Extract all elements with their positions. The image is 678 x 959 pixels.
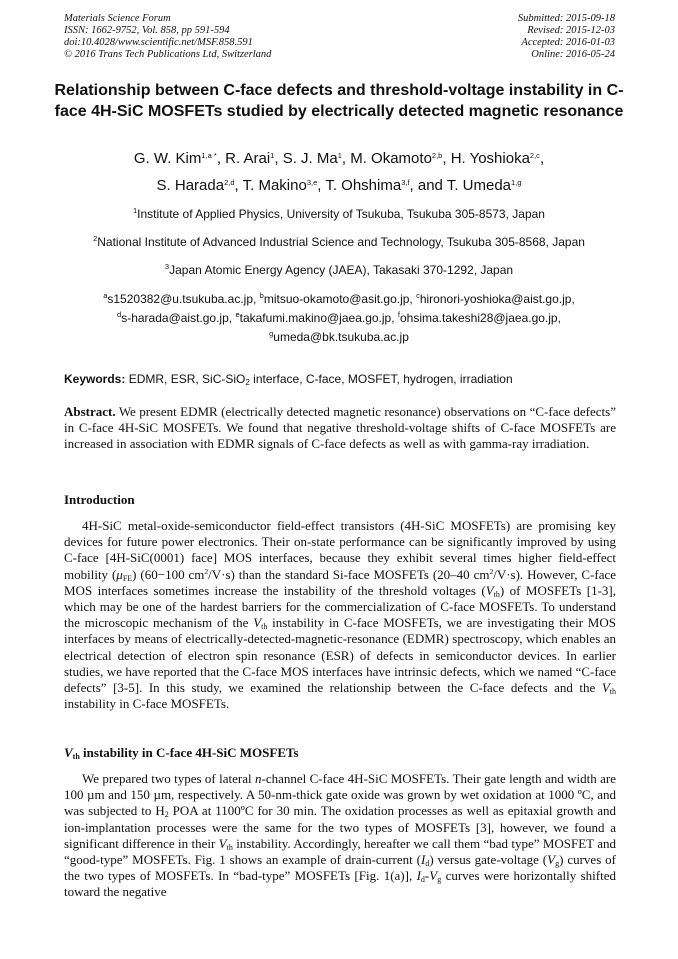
author-affil-sup: 1,a *	[201, 151, 217, 160]
text-run: instability. Accordingly, hereafter we call them “bad type” MOSFET and “good-type” MOSFETs. Fig. 1 shows an example of drain-current (	[64, 835, 617, 868]
keywords-label: Keywords:	[64, 372, 126, 386]
journal-doi: doi:10.4028/www.scientific.net/MSF.858.591	[64, 37, 253, 48]
text-run: We prepared two types of lateral	[82, 771, 255, 786]
symbol-mu: μ	[116, 566, 123, 582]
author-affil-sup: 2,c	[529, 151, 540, 160]
section2-paragraph	[64, 771, 616, 901]
journal-issn: ISSN: 1662-9752, Vol. 858, pp 591-594	[64, 25, 230, 36]
email-sup: d	[117, 310, 122, 319]
author-affil-sup: 2,b	[431, 151, 443, 160]
author-name: T. Ohshima	[325, 177, 402, 194]
author-name: H. Yoshioka	[450, 150, 530, 167]
text-run: /V·s). However, C-face MOS interfaces sometimes increase the instability of the threshold voltages (	[64, 566, 616, 598]
symbol-n: n	[254, 771, 262, 786]
superscript: 2	[204, 566, 209, 576]
author-affil-sup: 1,g	[511, 178, 522, 187]
email-link[interactable]: mitsuo-okamoto@asit.go.jp	[263, 292, 410, 306]
author-affil-sup: 3,f	[401, 178, 410, 187]
affiliation-sup: 1	[133, 206, 138, 215]
affiliation-text: Japan Atomic Energy Agency (JAEA), Takasaki 370-1292, Japan	[169, 263, 514, 277]
date-online: Online: 2016-05-24	[531, 49, 615, 60]
author-line-2: S. Harada$^{2,d}$, T. Makino$^{3,e}$, T. Ohshima$^{3,f}$, and T. Umeda$^{1,g}$	[156, 177, 522, 194]
section-heading-vth-instability	[64, 745, 299, 761]
email-link[interactable]: s1520382@u.tsukuba.ac.jp	[107, 292, 253, 306]
subscript: d	[425, 859, 430, 869]
email-link[interactable]: takafumi.makino@jaea.go.jp	[239, 311, 392, 325]
subscript: th	[72, 752, 80, 761]
email-line-3	[50, 328, 628, 347]
affiliation-3	[50, 262, 628, 278]
author-name: G. W. Kim	[133, 150, 202, 167]
author-name: S. Harada	[156, 177, 225, 194]
subscript: g	[437, 875, 442, 885]
author-list	[50, 145, 628, 199]
author-name: S. J. Ma	[282, 150, 338, 167]
journal-name: Materials Science Forum	[64, 13, 171, 24]
author-affil-sup: 1	[337, 151, 342, 160]
subscript: th	[493, 589, 500, 599]
text-run: curves were horizontally shifted toward the negative	[64, 868, 617, 900]
text-run: instability in C-face MOSFETs.	[64, 696, 230, 712]
subscript: d	[420, 875, 425, 885]
abstract	[64, 404, 616, 453]
date-revised: Revised: 2015-12-03	[527, 25, 615, 36]
subscript: th	[609, 687, 616, 697]
author-affil-sup: 1	[270, 151, 275, 160]
symbol-V: V	[64, 745, 73, 760]
email-sup: e	[235, 310, 240, 319]
subscript: th	[226, 842, 233, 852]
text-run: 4H-SiC metal-oxide-semiconductor field-effect transistors (4H-SiC MOSFETs) are promising key devices for future power electronics. Their on-state performance can be significantly improved by using C-face [4H-SiC(0001) face] MOS interfaces, because they exhibit several times higher field-effect mobility (	[64, 518, 616, 582]
author-affil-sup: 2,d	[224, 178, 235, 187]
abstract-text: We present EDMR (electrically detected magnetic resonance) observations on “C-face defects” in C-face 4H-SiC MOSFETs. We found that negative threshold-voltage shifts of C-face MOSFETs are increased in association with EDMR signals of C-face defects as well as with gamma-ray irradiation.	[64, 404, 616, 452]
affiliation-sup: 3	[164, 262, 170, 271]
paper-title: Relationship between C-face defects and threshold-voltage instability in C-face 4H-SiC MOSFETs studied by electrically detected magnetic resonance	[54, 82, 624, 120]
email-line-2: $^d$s-harada@aist.go.jp, $^e$takafumi.makino@jaea.go.jp, $^f$ohsima.takeshi28@jaea.go.jp,	[117, 310, 561, 325]
symbol-I: I	[420, 852, 426, 868]
affiliation-1	[50, 206, 628, 222]
keywords-text: EDMR, ESR, SiC-SiO	[128, 372, 246, 386]
symbol-V: V	[601, 680, 610, 696]
journal-header-left	[64, 13, 271, 61]
author-affil-sup: 3,e	[306, 178, 318, 187]
author-name: R. Arai	[225, 150, 271, 167]
keywords-text-rest: interface, C-face, MOSFET, hydrogen, irradiation	[249, 372, 513, 386]
author-name: T. Makino	[242, 177, 307, 194]
symbol-V: V	[485, 582, 494, 598]
text-run: instability in C-face MOSFETs, we are investigating their MOS interfaces by means of electrically-detected-magnetic-resonance (EDMR) spectroscopy, which enables an electrical detection of electron spin resonance (ESR) of defects in semiconductor devices. In earlier studies, we have reported that the C-face MOS interfaces have intrinsic defects, which we named “C-face defects” [3-5]. In this study, we examined the relationship between the C-face defects and the	[64, 615, 616, 696]
email-link[interactable]: hironori-yoshioka@aist.go.jp	[419, 292, 572, 306]
symbol-I: I	[416, 868, 421, 884]
author-name: M. Okamoto	[350, 150, 432, 167]
superscript: 2	[489, 566, 494, 576]
text-run: POA at 1100ºC for 30 min. The oxidation processes as well as epitaxial growth and ion-implantation processes were the same for the two types of MOSFETs [3], however, we found a significant difference in their	[64, 803, 617, 851]
keywords	[64, 371, 616, 387]
email-sup: b	[259, 291, 264, 300]
text-run: -	[424, 868, 430, 884]
symbol-V: V	[253, 615, 262, 631]
date-submitted: Submitted: 2015-09-18	[517, 13, 615, 24]
email-link[interactable]: s-harada@aist.go.jp	[121, 311, 229, 325]
affiliation-text: Institute of Applied Physics, University of Tsukuba, Tsukuba 305-8573, Japan	[137, 207, 545, 221]
text-run: /V·s) than the standard Si-face MOSFETs (20–40 cm	[208, 566, 490, 582]
email-line-1: $^a$s1520382@u.tsukuba.ac.jp, $^b$mitsuo-okamoto@asit.go.jp, $^c$hironori-yoshioka@aist.go.jp,	[103, 291, 575, 306]
text-run: ) (60−100 cm	[132, 566, 205, 582]
author-name: T. Umeda	[446, 177, 512, 194]
email-sup: f	[397, 310, 400, 319]
keywords-sub: 2	[245, 378, 250, 387]
text-run: ) versus gate-voltage (	[429, 852, 548, 868]
text-run: ) of MOSFETs [1-3], which may be one of the hardest barriers for the commercialization of C-face MOSFETs. To understand the microscopic mechanism of the	[64, 582, 617, 631]
symbol-V: V	[218, 835, 227, 851]
email-sup: c	[416, 291, 420, 300]
abstract-label: Abstract.	[64, 404, 116, 419]
subscript: FE	[122, 573, 133, 583]
symbol-V: V	[429, 868, 438, 884]
subscript: th	[261, 622, 268, 632]
text-run: ) curves of the two types of MOSFETs. In “bad-type” MOSFETs [Fig. 1(a)],	[64, 852, 616, 884]
affiliation-2	[50, 234, 628, 250]
email-link[interactable]: ohsima.takeshi28@jaea.go.jp	[399, 311, 558, 325]
subscript: g	[555, 859, 560, 869]
author-line-1: G. W. Kim$^{1,a *}$, R. Arai$^1$, S. J. Ma$^1$, M. Okamoto$^{2,b}$, H. Yoshioka$^{2,c}$,	[133, 150, 545, 167]
section-heading-introduction: Introduction	[64, 492, 135, 507]
email-list	[50, 290, 628, 347]
introduction-paragraph	[64, 518, 616, 712]
affiliation-sup: 2	[93, 234, 98, 243]
journal-copyright: © 2016 Trans Tech Publications Ltd, Switzerland	[64, 49, 272, 60]
email-link[interactable]: umeda@bk.tsukuba.ac.jp	[273, 330, 409, 344]
heading-text: instability in C-face 4H-SiC MOSFETs	[79, 745, 299, 760]
author-and: and	[417, 177, 443, 194]
journal-header-right	[518, 13, 615, 61]
date-accepted: Accepted: 2016-01-03	[521, 37, 615, 48]
affiliation-text: National Institute of Advanced Industrial Science and Technology, Tsukuba 305-8568, Japan	[97, 235, 585, 249]
email-sup: g	[269, 329, 274, 338]
email-sup: a	[103, 291, 108, 300]
text-run: -channel C-face 4H-SiC MOSFETs. Their gate length and width are 100 µm and 150 µm, respectively. A 50-nm-thick gate oxide was grown by wet oxidation at 1000 ºC, and was subjected to H	[64, 771, 617, 819]
symbol-V: V	[547, 852, 556, 868]
subscript: 2	[164, 810, 169, 820]
